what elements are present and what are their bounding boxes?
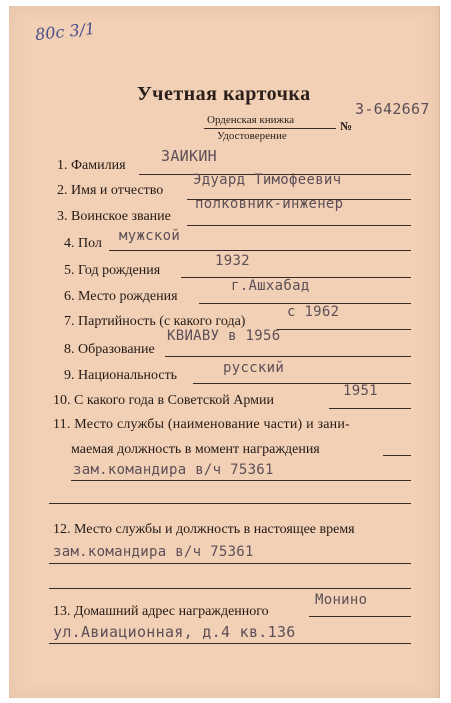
home-address-value-2: ул.Авиационная, д.4 кв.136 — [53, 623, 296, 641]
service-place-label-1: 11. Место службы (наименование части) и зани- — [53, 417, 350, 432]
certificate-label: Удостоверение — [217, 130, 287, 142]
nationality-line — [193, 383, 411, 384]
army-since-line — [329, 408, 411, 409]
surname-value: ЗАИКИН — [161, 147, 217, 165]
service-place-line-2 — [71, 480, 411, 481]
rank-line — [187, 225, 411, 226]
home-address-value-1: Монино — [315, 592, 368, 608]
home-address-label: 13. Домашний адрес награжденного — [53, 604, 269, 619]
sex-value: мужской — [119, 228, 181, 244]
army-since-value: 1951 — [343, 383, 378, 399]
birth-year-value: 1932 — [215, 253, 250, 269]
nationality-label: 9. Национальность — [64, 368, 178, 383]
order-book-number: 3-642667 — [355, 100, 430, 118]
current-service-label: 12. Место службы и должность в настоящее время — [53, 522, 355, 537]
service-place-line-1 — [383, 455, 411, 456]
sex-label: 4. Пол — [64, 236, 102, 251]
surname-label: 1. Фамилия — [57, 158, 126, 173]
home-address-line-1 — [309, 616, 411, 617]
education-value: КВИАВУ в 1956 — [167, 328, 281, 344]
service-place-label-2: маемая должность в момент награждения — [71, 442, 320, 457]
nationality-value: русский — [223, 360, 285, 376]
home-address-line-2 — [49, 643, 411, 644]
rank-label: 3. Воинское звание — [57, 209, 171, 224]
education-line — [165, 356, 411, 357]
current-service-line-1 — [49, 563, 411, 564]
order-book-line — [204, 128, 336, 129]
party-value: с 1962 — [287, 304, 340, 320]
handwritten-note: 80с 3/1 — [34, 18, 96, 45]
birth-year-label: 5. Год рождения — [64, 263, 161, 278]
education-label: 8. Образование — [64, 342, 155, 357]
army-since-label: 10. С какого года в Советской Армии — [53, 393, 274, 408]
registration-card — [9, 6, 440, 698]
party-label: 7. Партийность (с какого года) — [64, 314, 246, 329]
name-value: Эдуард Тимофеевич — [193, 172, 342, 188]
name-label: 2. Имя и отчество — [57, 183, 164, 198]
order-book-label: Орденская книжка — [207, 114, 295, 126]
service-place-line-3 — [49, 503, 411, 504]
number-sign: № — [340, 119, 353, 133]
current-service-line-2 — [49, 588, 411, 589]
party-line — [277, 329, 411, 330]
sex-line — [109, 250, 411, 251]
card-title: Учетная карточка — [137, 83, 311, 105]
service-place-value: зам.командира в/ч 75361 — [73, 462, 274, 478]
current-service-value: зам.командира в/ч 75361 — [53, 544, 254, 560]
rank-value: полковник-инженер — [195, 196, 344, 212]
birthplace-value: г.Ашхабад — [231, 278, 310, 294]
birthplace-label: 6. Место рождения — [64, 289, 178, 304]
